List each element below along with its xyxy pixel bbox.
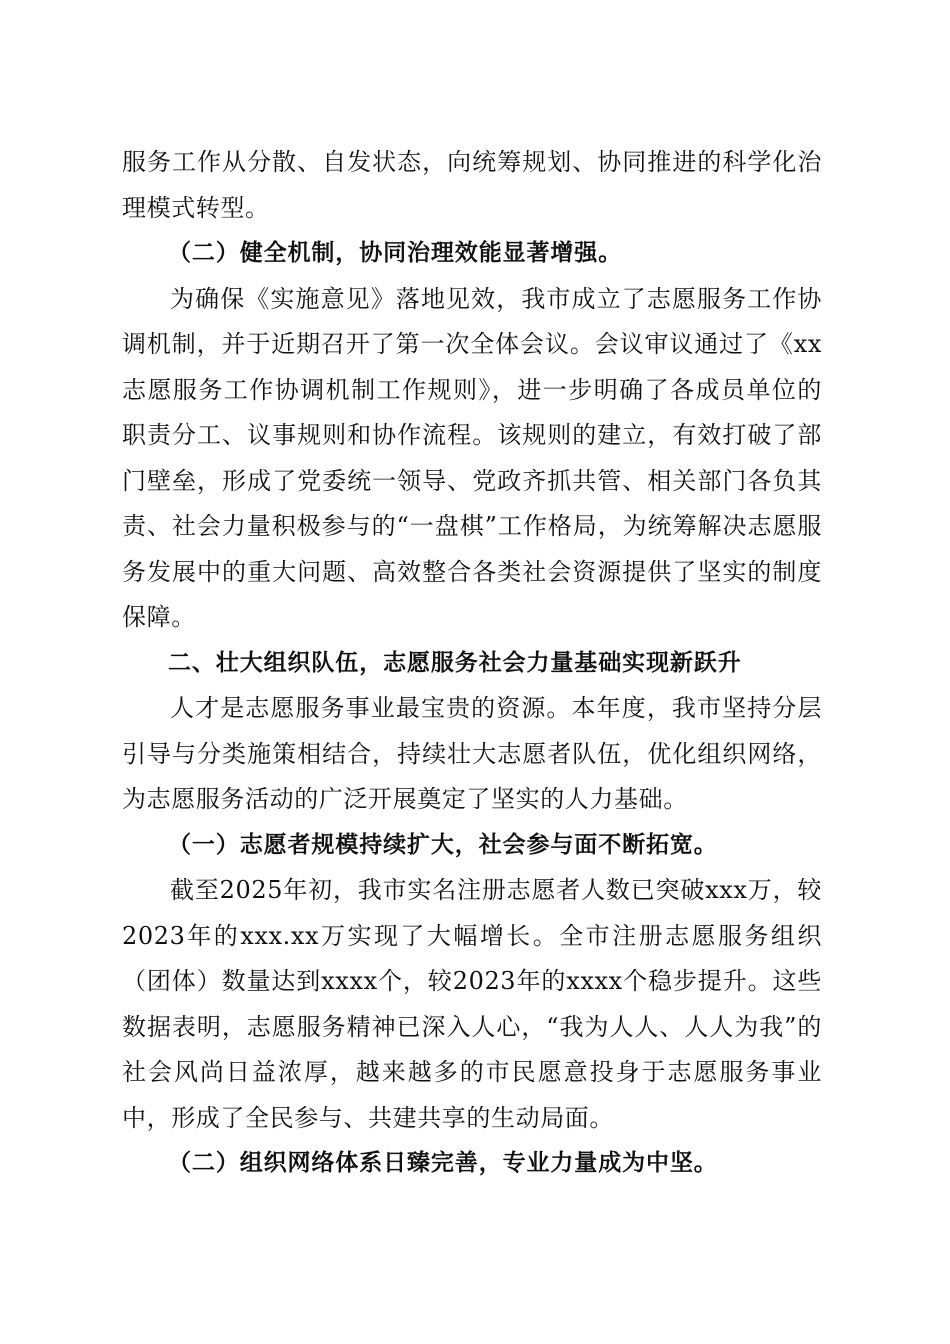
section-heading-two: 二、壮大组织队伍，志愿服务社会力量基础实现新跃升 [168, 649, 742, 676]
paragraph-continued: 服务工作从分散、自发状态，向统筹规划、协同推进的科学化治理模式转型。 [122, 148, 822, 222]
paragraph-talent: 人才是志愿服务事业最宝贵的资源。本年度，我市坚持分层引导与分类施策相结合，持续壮大志愿者队伍，优化组织网络，为志愿服务活动的广泛开展奠定了坚实的人力基础。 [122, 694, 822, 813]
subheading-organization-network: （二）组织网络体系日臻完善，专业力量成为中坚。 [168, 1150, 718, 1176]
paragraph-volunteer-statistics: 截至2025年初，我市实名注册志愿者人数已突破xxx万，较2023年的xxx.xx万实现了大幅增长。全市注册志愿服务组织（团体）数量达到xxxx个，较2023年的xxxx个稳步提升。这些数据表明，志愿服务精神已深入人心，“我为人人、人人为我”的社会风尚日益浓厚，越来越多的市民愿意投身于志愿服务事业中，形成了全民参与、共建共享的生动局面。 [122, 876, 822, 1132]
paragraph-coordination-mechanism: 为确保《实施意见》落地见效，我市成立了志愿服务工作协调机制，并于近期召开了第一次全体会议。会议审议通过了《xx志愿服务工作协调机制工作规则》，进一步明确了各成员单位的职责分工、议事规则和协作流程。该规则的建立，有效打破了部门壁垒，形成了党委统一领导、党政齐抓共管、相关部门各负其责、社会力量积极参与的“一盘棋”工作格局，为统筹解决志愿服务发展中的重大问题、高效整合各类社会资源提供了坚实的制度保障。 [122, 284, 822, 631]
document-body [122, 140, 822, 1187]
subheading-volunteer-scale: （一）志愿者规模持续扩大，社会参与面不断拓宽。 [168, 831, 718, 858]
subheading-mechanism: （二）健全机制，协同治理效能显著增强。 [168, 240, 623, 266]
